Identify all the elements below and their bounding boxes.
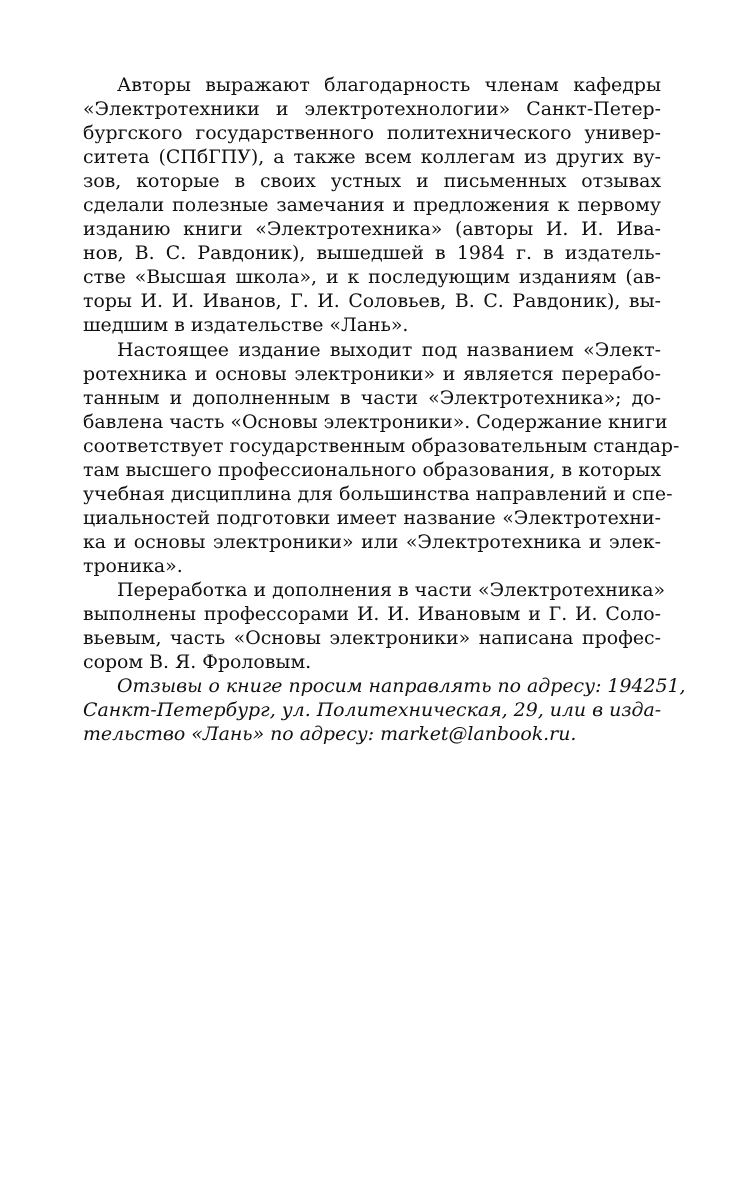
text-line: вьевым, часть «Основы электроники» написана профес- — [83, 627, 661, 650]
text-line: изданию книги «Электротехника» (авторы И. И. Ива- — [83, 218, 661, 241]
text-line: стве «Высшая школа», и к последующим изданиям (ав- — [83, 266, 661, 289]
text-line: ротехника и основы электроники» и является перерабо- — [83, 362, 661, 385]
feedback-note — [83, 674, 686, 746]
edition-paragraph — [83, 338, 680, 578]
text-line: нов, В. С. Равдоник), вышедшей в 1984 г. в издатель- — [83, 242, 661, 265]
text-line: Настоящее издание выходит под названием «Элект- — [117, 338, 661, 361]
text-line: тельство «Лань» по адресу: market@lanbook.ru. — [83, 723, 577, 746]
text-line: сором В. Я. Фроловым. — [83, 651, 312, 674]
page-body — [83, 73, 686, 746]
text-line: соответствует государственным образовательным стандар- — [83, 434, 680, 457]
text-line: учебная дисциплина для большинства направлений и спе- — [83, 482, 673, 505]
text-line: зов, которые в своих устных и письменных отзывах — [83, 170, 661, 193]
text-line: Авторы выражают благодарность членам кафедры — [117, 74, 661, 96]
text-line: троника». — [83, 554, 183, 577]
text-line: ситета (СПбГПУ), а также всем коллегам из других ву- — [83, 146, 661, 169]
text-line: «Электротехники и электротехнологии» Санкт-Петер- — [83, 98, 661, 121]
text-line: шедшим в издательстве «Лань». — [83, 314, 409, 337]
text-line: Отзывы о книге просим направлять по адресу: 194251, — [117, 675, 686, 698]
text-line: бургского государственного политехнического универ- — [83, 122, 661, 145]
text-line: там высшего профессионального образования, в которых — [83, 458, 661, 481]
acknowledgement-paragraph — [83, 73, 661, 338]
revision-paragraph — [83, 578, 666, 674]
text-line: сделали полезные замечания и предложения к первому — [83, 194, 661, 217]
text-line: ка и основы электроники» или «Электротехника и элек- — [83, 530, 661, 553]
text-line: бавлена часть «Основы электроники». Содержание книги — [83, 410, 668, 433]
text-line: торы И. И. Иванов, Г. И. Соловьев, В. С. Равдоник), вы- — [83, 290, 661, 313]
text-line: циальностей подготовки имеет название «Электротехни- — [83, 506, 661, 529]
text-line: выполнены профессорами И. И. Ивановым и Г. И. Соло- — [83, 603, 661, 626]
text-line: танным и дополненным в части «Электротехника»; до- — [83, 386, 661, 409]
text-line: Переработка и дополнения в части «Электротехника» — [117, 578, 666, 601]
text-line: Санкт-Петербург, ул. Политехническая, 29, или в изда- — [83, 699, 662, 722]
